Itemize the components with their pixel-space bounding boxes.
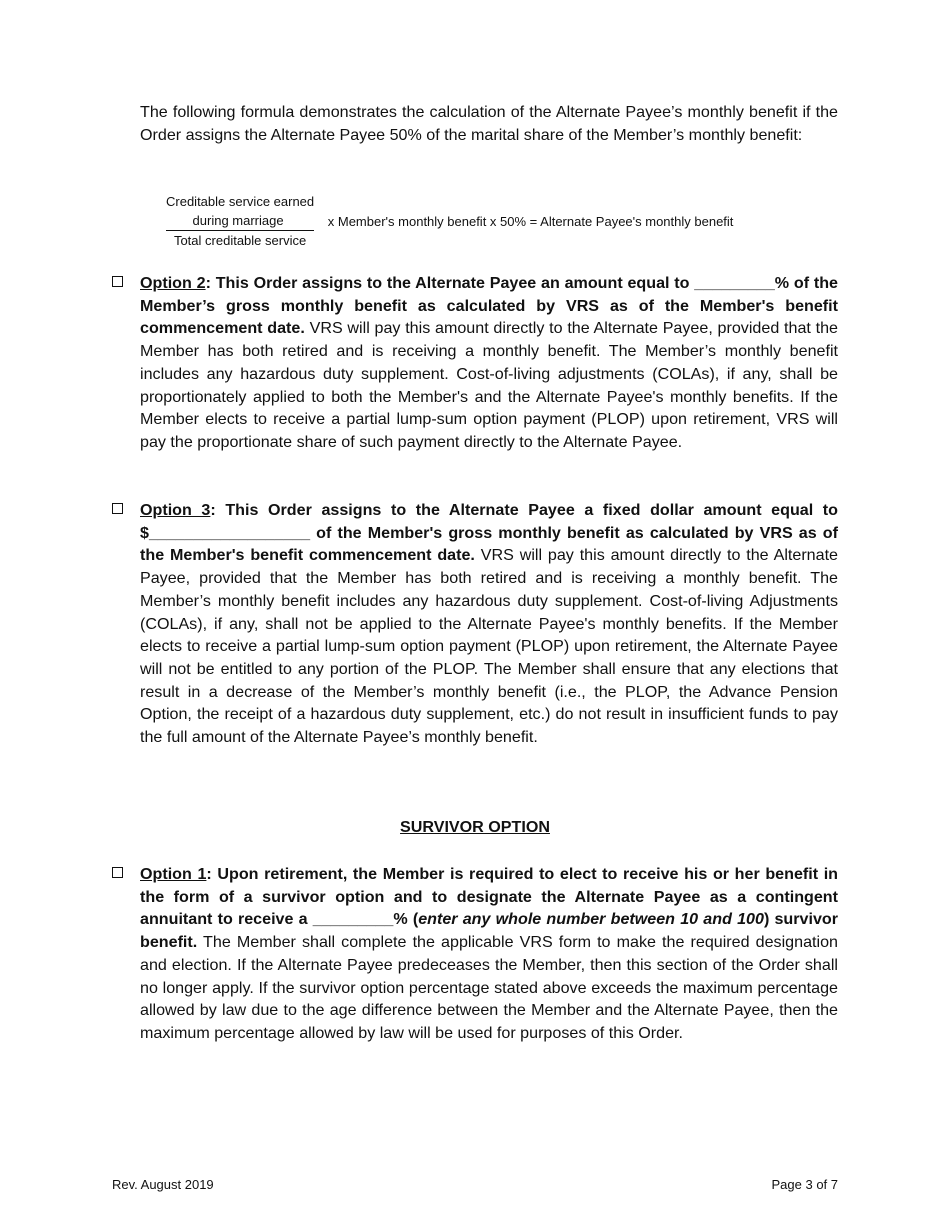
survivor-option1-italic-text: enter any whole number between 10 and 100 bbox=[418, 910, 764, 929]
option2-bold-text: : This Order assigns to the Alternate Payee an amount equal to _________% of the Member’s gross monthly benefit as calculated by VRS as of the Member's benefit commencement date. bbox=[140, 274, 838, 338]
option2-paragraph bbox=[140, 272, 838, 454]
option3-body-text: VRS will pay this amount directly to the Alternate Payee, provided that the Member has both retired and is receiving a monthly benefit. The Member’s monthly benefit includes any hazardous duty supplement. Cost-of-living Adjustments (COLAs), if any, shall not be applied to the Alternate Payee's monthly benefits. If the Member elects to receive a partial lump-sum option payment (PLOP) upon retirement, the Alternate Payee will not be entitled to any portion of the PLOP. The Member shall ensure that any elections that result in a decrease of the Member’s monthly benefit (i.e., the PLOP, the Advance Pension Option, the receipt of a hazardous duty supplement, etc.) do not result in insufficient funds to pay the full amount of the Alternate Payee’s monthly benefit. bbox=[140, 546, 838, 747]
option2-label: Option 2 bbox=[140, 274, 206, 292]
option2-checkbox[interactable] bbox=[112, 276, 123, 287]
formula-rest: x Member's monthly benefit x 50% = Alternate Payee's monthly benefit bbox=[327, 213, 734, 229]
footer-revision: Rev. August 2019 bbox=[112, 1177, 214, 1192]
option3-checkbox[interactable] bbox=[112, 503, 123, 514]
survivor-option-heading: SURVIVOR OPTION bbox=[400, 818, 550, 836]
formula-denominator: Total creditable service bbox=[173, 233, 307, 248]
formula-numerator-line2: during marriage bbox=[166, 211, 314, 231]
formula-fraction bbox=[166, 192, 314, 250]
formula-numerator-line1: Creditable service earned bbox=[166, 194, 315, 209]
survivor-option1-bold-text-a: : Upon retirement, the Member is required to elect to receive his or her benefit in the form of a survivor option and to designate the Alternate Payee as a contingent annuitant to receive a _________% ( bbox=[140, 865, 839, 929]
option2-body-text: VRS will pay this amount directly to the Alternate Payee, provided that the Member has both retired and is receiving a monthly benefit. The Member’s monthly benefit includes any hazardous duty supplement. Cost-of-living adjustments (COLAs), if any, shall be proportionately applied to both the Member's and the Alternate Payee's monthly benefits. If the Member elects to receive a partial lump-sum option payment (PLOP) upon retirement, VRS will pay the proportionate share of such payment directly to the Alternate Payee. bbox=[140, 319, 838, 451]
survivor-option1-checkbox[interactable] bbox=[112, 867, 123, 878]
survivor-option1-paragraph bbox=[140, 863, 838, 1045]
intro-paragraph: The following formula demonstrates the calculation of the Alternate Payee’s monthly benefit if the Order assigns the Alternate Payee 50% of the marital share of the Member’s monthly benefit: bbox=[140, 103, 838, 144]
survivor-option1-body-text: The Member shall complete the applicable VRS form to make the required designation and election. If the Alternate Payee predeceases the Member, then this section of the Order shall no longer apply. If the survivor option percentage stated above exceeds the maximum percentage allowed by law due to the age difference between the Member and the Alternate Payee, then the maximum percentage allowed by law will be used for purposes of this Order. bbox=[140, 933, 838, 1042]
survivor-option1-bold-text-b: ) survivor benefit. bbox=[140, 910, 838, 952]
option3-label: Option 3 bbox=[140, 501, 211, 519]
benefit-formula bbox=[166, 192, 733, 250]
survivor-option1-label: Option 1 bbox=[140, 865, 207, 883]
footer-page-number: Page 3 of 7 bbox=[771, 1177, 838, 1192]
option3-paragraph bbox=[140, 499, 838, 749]
option3-bold-text: : This Order assigns to the Alternate Payee a fixed dollar amount equal to $__________________ of the Member's gross monthly benefit as calculated by VRS as of the Member's benefit commencement date. bbox=[140, 501, 838, 565]
